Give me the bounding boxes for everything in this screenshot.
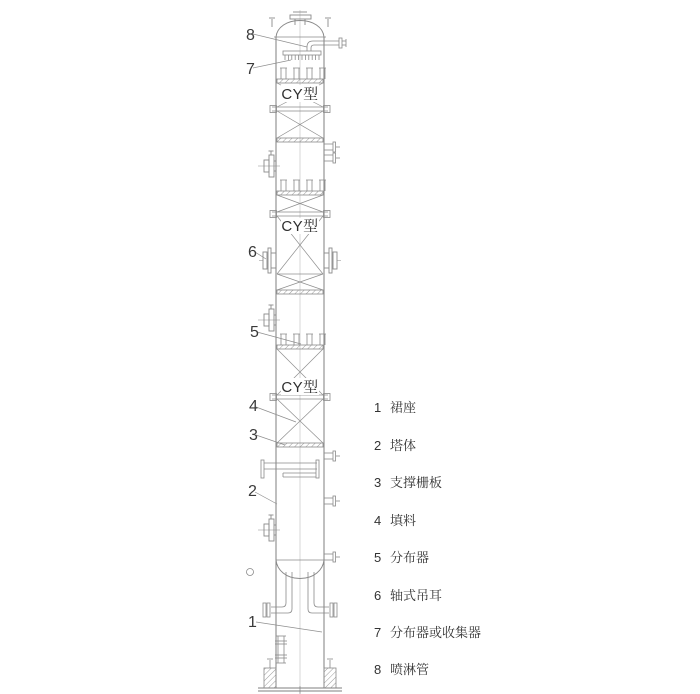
liquid-distributor-2	[277, 180, 326, 195]
legend	[374, 400, 481, 677]
manhole-3	[258, 515, 280, 541]
callout-8: 8	[246, 27, 255, 44]
spray-header-distributor	[283, 51, 321, 60]
liquid-distributor-3	[277, 334, 326, 349]
legend-item-4-label: 填料	[390, 513, 417, 528]
support-grid-1	[277, 138, 323, 142]
packing-type-label-3: CY型	[281, 379, 319, 396]
side-nozzle	[324, 552, 340, 562]
side-nozzle	[324, 451, 340, 461]
leader-7	[253, 60, 291, 68]
skirt-drain-spool	[275, 636, 287, 663]
legend-item-5-label: 分布器	[390, 550, 430, 565]
vent-hole-mark	[247, 569, 254, 576]
leader-3	[256, 435, 285, 445]
collector-pipe-assembly	[261, 460, 319, 478]
trunnion-right	[324, 248, 341, 273]
callout-4: 4	[249, 398, 258, 415]
leader-2	[255, 492, 277, 504]
callout-6: 6	[248, 244, 257, 261]
leader-8	[253, 34, 307, 47]
support-grid-3	[277, 443, 323, 447]
callout-2: 2	[248, 483, 257, 500]
callout-leaders	[253, 34, 322, 632]
legend-item-3-label: 支撑栅板	[390, 475, 443, 490]
packing-type-label-2: CY型	[281, 218, 319, 235]
legend-item-2-label: 塔体	[390, 438, 417, 453]
legend-item-8-num: 8	[374, 662, 382, 677]
support-grid-2	[277, 290, 323, 294]
legend-item-2-num: 2	[374, 438, 382, 453]
side-nozzle-pair	[324, 142, 340, 163]
anchor-bolt-left	[264, 659, 276, 688]
top-nozzle	[290, 12, 311, 25]
packing-type-label-1: CY型	[281, 86, 319, 103]
spray-pipe	[307, 38, 346, 51]
callout-3: 3	[249, 427, 258, 444]
legend-item-8-label: 喷淋管	[390, 662, 430, 677]
callout-5: 5	[250, 324, 259, 341]
manhole-2	[258, 305, 280, 331]
callout-1: 1	[248, 614, 257, 631]
legend-item-1-num: 1	[374, 400, 382, 415]
legend-item-6-num: 6	[374, 588, 382, 603]
legend-item-6-label: 轴式吊耳	[390, 588, 443, 603]
liquid-distributor-1	[277, 68, 326, 83]
legend-item-4-num: 4	[374, 513, 382, 528]
legend-item-1-label: 裙座	[390, 400, 417, 415]
leader-1	[256, 622, 322, 632]
callout-7: 7	[246, 61, 255, 78]
legend-item-7-num: 7	[374, 625, 382, 640]
legend-item-3-num: 3	[374, 475, 382, 490]
legend-item-7-label: 分布器或收集器	[390, 625, 482, 640]
manhole-1	[258, 151, 280, 177]
side-nozzle	[324, 496, 340, 506]
legend-item-5-num: 5	[374, 550, 382, 565]
anchor-bolt-right	[324, 659, 336, 688]
trunnion-left	[259, 248, 276, 273]
